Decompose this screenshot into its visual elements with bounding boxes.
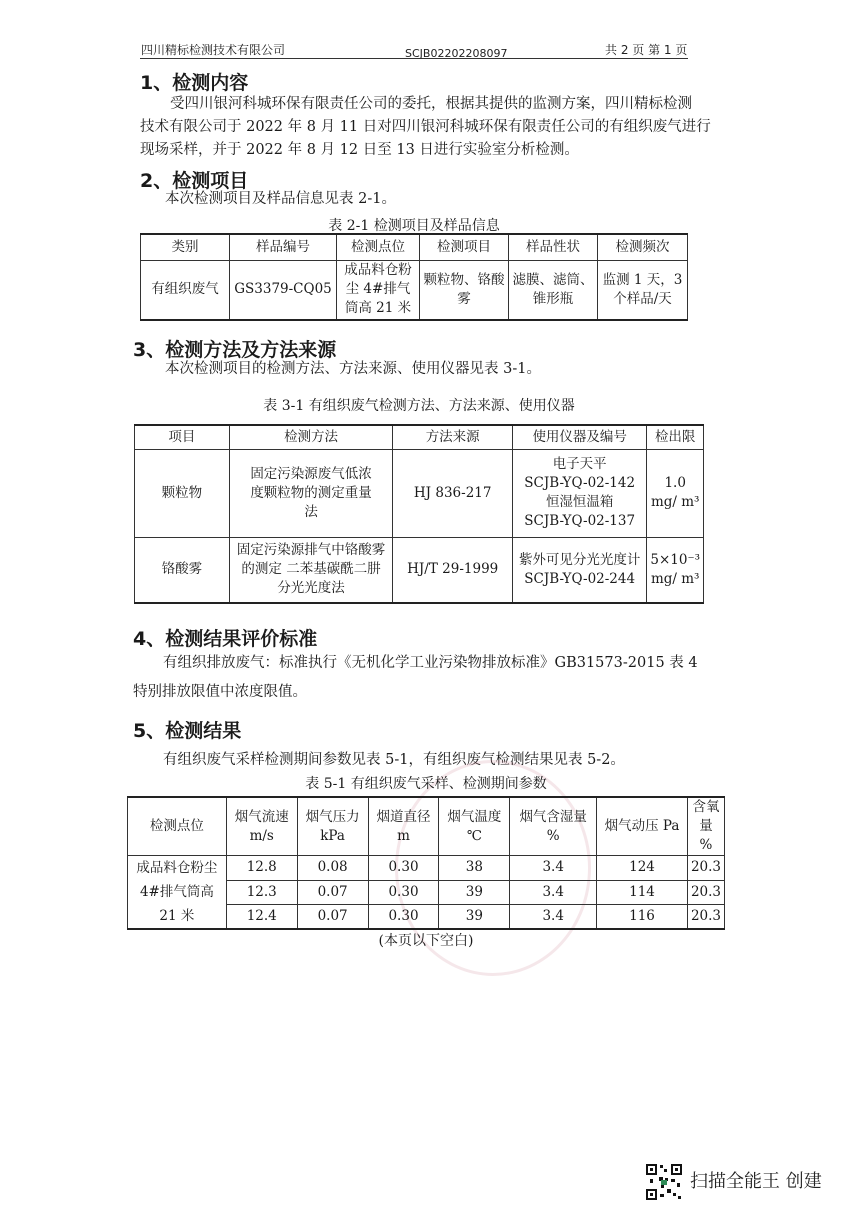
cell-value: 39 [439, 905, 510, 930]
qr-code-icon [645, 1163, 683, 1201]
table-row [128, 856, 725, 881]
cell-location: 成品料仓粉尘 4#排气筒高 21 米 [337, 260, 420, 320]
th-instrument: 使用仪器及编号 [513, 425, 647, 449]
th-location: 检测点位 [337, 234, 420, 260]
cell-value: 20.3 [687, 905, 724, 930]
s4-line-1: 有组织排放废气：标准执行《无机化学工业污染物排放标准》GB31573-2015 表 4 [163, 655, 698, 671]
instrument-line: SCJB-YQ-02-142 [524, 475, 636, 491]
cell-value: 0.30 [368, 905, 439, 930]
th-flow-speed: 烟气流速 m/s [226, 797, 297, 856]
cell-value: 38 [439, 856, 510, 881]
cell-value: 12.4 [226, 905, 297, 930]
cell-value: 0.07 [297, 905, 368, 930]
blank-below-note: (本页以下空白) [378, 933, 474, 949]
cell-value: 0.08 [297, 856, 368, 881]
cell-sample-no: GS3379-CQ05 [230, 260, 337, 320]
cell-value: 3.4 [510, 856, 597, 881]
cell-item: 颗粒物、铬酸雾 [420, 260, 509, 320]
cell-source: HJ/T 29-1999 [393, 537, 513, 603]
th-moisture: 烟气含湿量 % [510, 797, 597, 856]
limit-unit: mg/ m³ [650, 570, 700, 587]
th-frequency: 检测频次 [598, 234, 688, 260]
instrument-line: 电子天平 [552, 456, 607, 472]
limit-value: 5×10⁻³ [650, 551, 700, 568]
table-3-1-caption: 表 3-1 有组织废气检测方法、方法来源、使用仪器 [263, 398, 575, 414]
cell-location: 成品料仓粉尘 4#排气筒高 21 米 [128, 856, 227, 930]
section-4-title: 4、检测结果评价标准 [133, 628, 318, 650]
th-oxygen: 含氧量 % [687, 797, 724, 856]
instrument-line: SCJB-YQ-02-137 [524, 513, 636, 529]
section-2-title: 2、检测项目 [140, 170, 249, 192]
header-company: 四川精标检测技术有限公司 [141, 43, 286, 57]
cell-value: 20.3 [687, 856, 724, 881]
table-2-1 [140, 233, 688, 321]
section-1-title: 1、检测内容 [140, 72, 249, 94]
th-pressure: 烟气压力 kPa [297, 797, 368, 856]
cell-value: 116 [597, 905, 688, 930]
table-header-row [135, 425, 704, 449]
table-row [135, 449, 704, 537]
th-source: 方法来源 [393, 425, 513, 449]
table-5-1-caption: 表 5-1 有组织废气采样、检测期间参数 [305, 776, 547, 792]
cell-value: 3.4 [510, 880, 597, 905]
header-pages: 共 2 页 第 1 页 [605, 43, 688, 57]
cell-value: 0.30 [368, 856, 439, 881]
table-header-row [128, 797, 725, 856]
table-row [141, 260, 688, 320]
table-5-1 [127, 796, 725, 930]
cell-instrument [513, 449, 647, 537]
instrument-line: 紫外可见分光光度计 [518, 551, 641, 568]
s5-intro: 有组织废气采样检测期间参数见表 5-1，有组织废气检测结果见表 5-2。 [163, 752, 625, 768]
limit-unit: mg/ m³ [650, 494, 700, 510]
cell-value: 39 [439, 880, 510, 905]
instrument-line: 恒湿恒温箱 [545, 494, 614, 510]
table-3-1 [134, 424, 704, 604]
header-rule [140, 58, 688, 59]
table-header-row [141, 234, 688, 260]
cell-item: 铬酸雾 [135, 537, 230, 603]
scanner-brand-watermark: 扫描全能王 创建 [690, 1171, 822, 1192]
cell-method: 固定污染源排气中铬酸雾的测定 二苯基碳酰二肼分光光度法 [229, 537, 393, 603]
th-sample-nature: 样品性状 [509, 234, 598, 260]
cell-frequency: 监测 1 天，3 个样品/天 [598, 260, 688, 320]
table-row [135, 537, 704, 603]
th-method: 检测方法 [229, 425, 393, 449]
th-dynamic-pressure: 烟气动压 Pa [597, 797, 688, 856]
th-item: 检测项目 [420, 234, 509, 260]
cell-value: 124 [597, 856, 688, 881]
cell-value: 0.30 [368, 880, 439, 905]
section-3-title: 3、检测方法及方法来源 [133, 339, 337, 361]
th-category: 类别 [141, 234, 230, 260]
instrument-line: SCJB-YQ-02-244 [524, 570, 636, 587]
limit-value: 1.0 [664, 475, 686, 491]
cell-sample-nature: 滤膜、滤筒、锥形瓶 [509, 260, 598, 320]
s3-intro: 本次检测项目的检测方法、方法来源、使用仪器见表 3-1。 [165, 361, 541, 377]
cell-value: 12.3 [226, 880, 297, 905]
s1-line-1: 受四川银河科城环保有限责任公司的委托，根据其提供的监测方案，四川精标检测 [170, 96, 692, 112]
cell-value: 20.3 [687, 880, 724, 905]
cell-item: 颗粒物 [135, 449, 230, 537]
cell-limit [647, 449, 704, 537]
s1-line-2: 技术有限公司于 2022 年 8 月 11 日对四川银河科城环保有限责任公司的有组织废气进行 [140, 119, 711, 135]
table-2-1-caption: 表 2-1 检测项目及样品信息 [328, 218, 500, 234]
cell-category: 有组织废气 [141, 260, 230, 320]
cell-limit [647, 537, 704, 603]
cell-value: 0.07 [297, 880, 368, 905]
th-temperature: 烟气温度 ℃ [439, 797, 510, 856]
cell-source: HJ 836-217 [393, 449, 513, 537]
cell-method: 固定污染源废气低浓度颗粒物的测定重量法 [229, 449, 393, 537]
s4-line-2: 特别排放限值中浓度限值。 [133, 684, 307, 700]
cell-instrument [513, 537, 647, 603]
th-sample-no: 样品编号 [230, 234, 337, 260]
th-location: 检测点位 [128, 797, 227, 856]
cell-value: 114 [597, 880, 688, 905]
cell-value: 3.4 [510, 905, 597, 930]
header-report-no: SCJB02202208097 [405, 47, 508, 60]
th-diameter: 烟道直径 m [368, 797, 439, 856]
s2-intro: 本次检测项目及样品信息见表 2-1。 [165, 191, 396, 207]
section-5-title: 5、检测结果 [133, 720, 242, 742]
cell-value: 12.8 [226, 856, 297, 881]
th-item: 项目 [135, 425, 230, 449]
th-limit: 检出限 [647, 425, 704, 449]
s1-line-3: 现场采样，并于 2022 年 8 月 12 日至 13 日进行实验室分析检测。 [140, 142, 579, 158]
